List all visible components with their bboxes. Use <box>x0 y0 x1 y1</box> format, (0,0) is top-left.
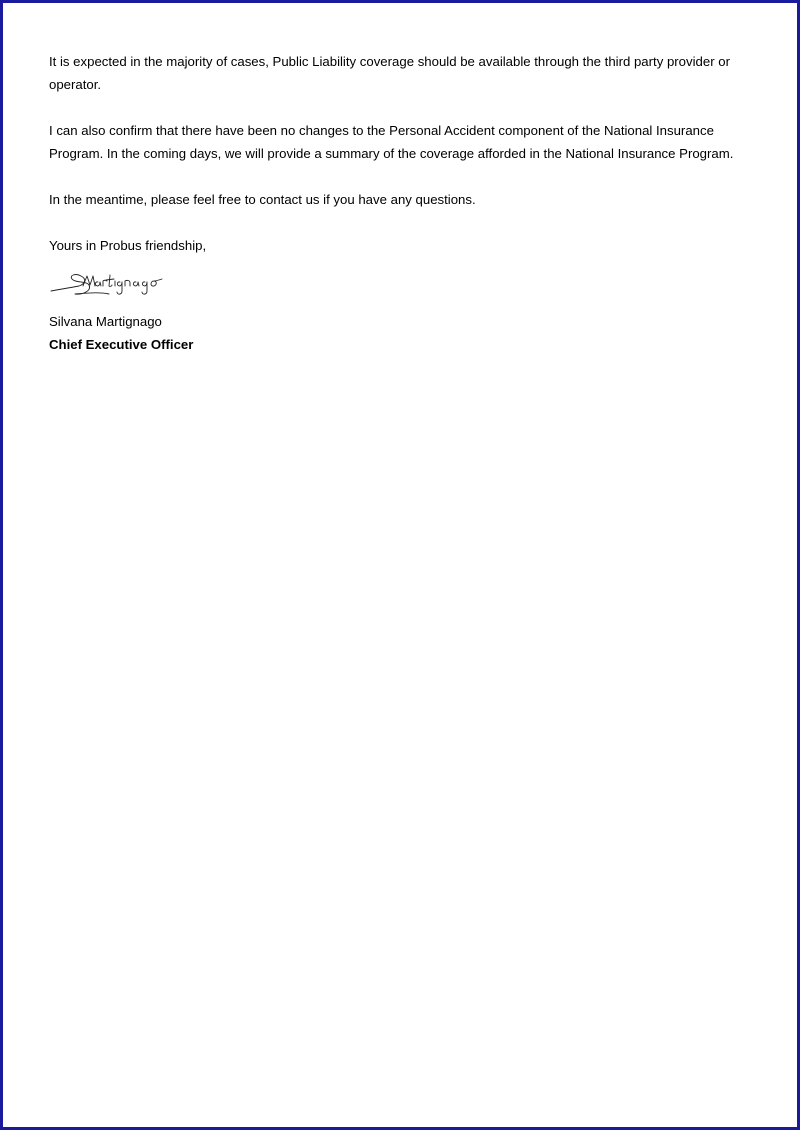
paragraph-personal-accident: I can also confirm that there have been no changes to the Personal Accident component of the National Insurance Program. In the coming days, we will provide a summary of the coverage afforded in the National Insurance Program. <box>49 123 734 161</box>
paragraph-contact: In the meantime, please feel free to contact us if you have any questions. <box>49 192 476 207</box>
signer-title: Chief Executive Officer <box>49 337 194 352</box>
paragraph-public-liability: It is expected in the majority of cases, Public Liability coverage should be available through the third party provider or operator. <box>49 54 730 92</box>
closing-salutation: Yours in Probus friendship, <box>49 238 207 253</box>
handwritten-signature <box>49 264 179 304</box>
signer-name: Silvana Martignago <box>49 314 162 329</box>
